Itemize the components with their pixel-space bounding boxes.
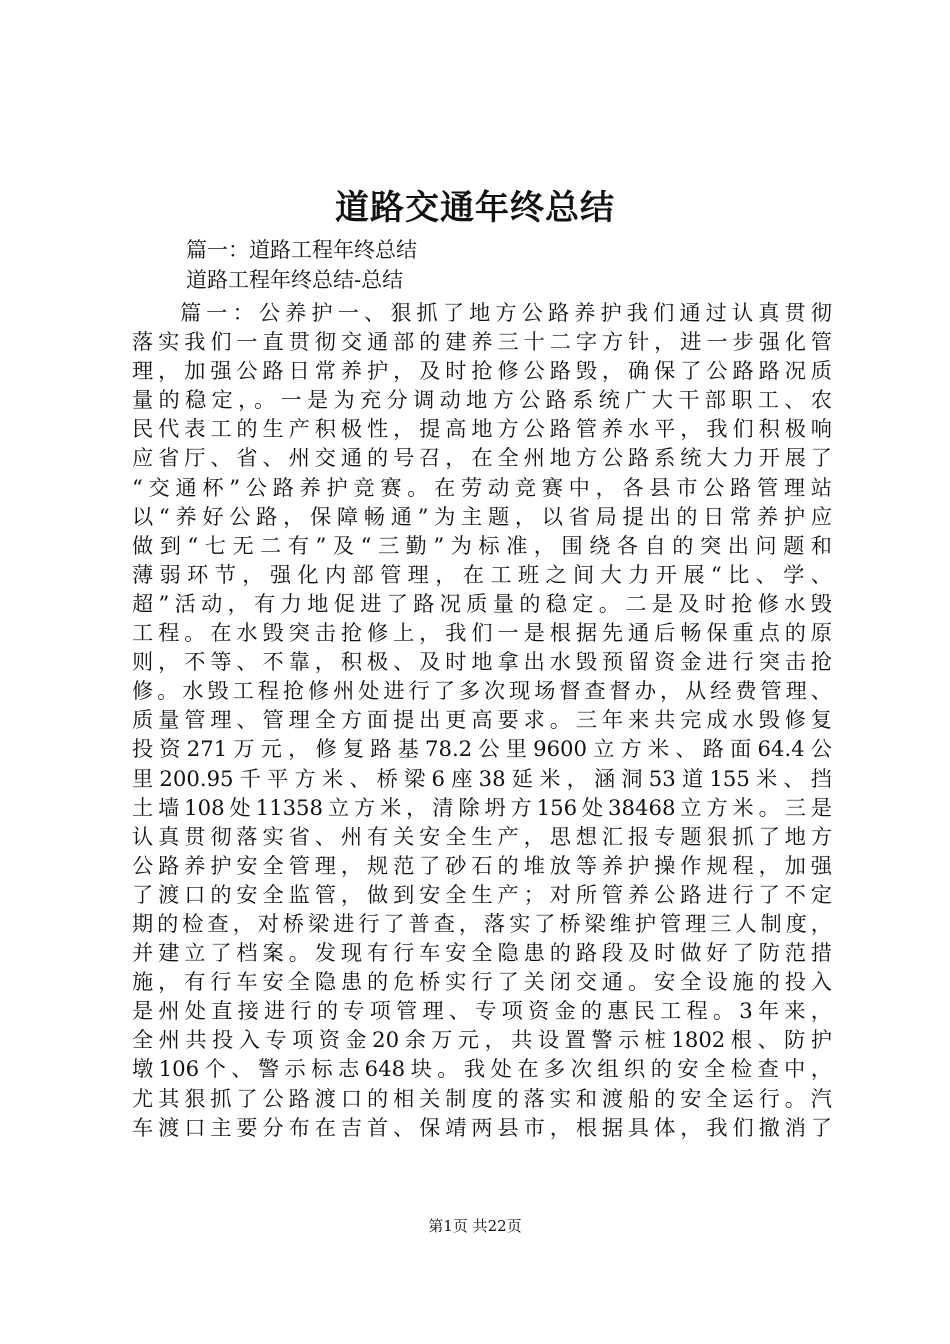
body-line: 篇一：公养护一、狠抓了地方公路养护我们通过认真贯彻 xyxy=(180,300,832,325)
body-line: 并建立了档案。发现有行车安全隐患的路段及时做好了防范措 xyxy=(132,940,832,966)
body-line: 则，不等、不靠，积极、及时地拿出水毁预留资金进行突击抢 xyxy=(132,649,832,675)
page-footer: 第1页 共22页 xyxy=(428,1217,522,1235)
body-line: 投资271万元，修复路基78.2公里9600立方米、路面64.4公 xyxy=(132,736,832,762)
body-line: 是州处直接进行的专项管理、专项资金的惠民工程。3年来， xyxy=(132,998,832,1024)
body-line: 以“养好公路，保障畅通”为主题，以省局提出的日常养护应 xyxy=(132,503,832,529)
body-line: 公路养护安全管理，规范了砂石的堆放等养护操作规程，加强 xyxy=(132,852,832,878)
body-line: 土墙108处11358立方米，清除坍方156处38468立方米。三是 xyxy=(132,794,832,820)
section-heading: 篇一：道路工程年终总结 xyxy=(186,238,417,262)
section-subheading: 道路工程年终总结-总结 xyxy=(186,268,404,292)
body-line: 里200.95千平方米、桥梁6座38延米，涵洞53道155米、挡 xyxy=(132,765,832,791)
body-line: 修。水毁工程抢修州处进行了多次现场督查督办，从经费管理、 xyxy=(132,678,832,704)
body-line: 理，加强公路日常养护，及时抢修公路毁，确保了公路路况质 xyxy=(132,358,832,384)
body-line: 做到“七无二有”及“三勤”为标准，围绕各自的突出问题和 xyxy=(132,532,832,558)
body-line: 应省厅、省、州交通的号召，在全州地方公路系统大力开展了 xyxy=(132,445,832,471)
body-line: 期的检查，对桥梁进行了普查，落实了桥梁维护管理三人制度， xyxy=(132,910,832,936)
body-line: 量的稳定，。一是为充分调动地方公路系统广大干部职工、农 xyxy=(132,387,832,413)
body-line: 尤其狠抓了公路渡口的相关制度的落实和渡船的安全运行。汽 xyxy=(132,1085,832,1111)
body-line: 全州共投入专项资金20余万元，共设置警示桩1802根、防护 xyxy=(132,1027,832,1053)
body-line: 工程。在水毁突击抢修上，我们一是根据先通后畅保重点的原 xyxy=(132,620,832,646)
body-paragraph xyxy=(132,298,832,1142)
body-line: 质量管理、管理全方面提出更高要求。三年来共完成水毁修复 xyxy=(132,707,832,733)
document-title: 道路交通年终总结 xyxy=(335,188,615,228)
body-line: 落实我们一直贯彻交通部的建养三十二字方针，进一步强化管 xyxy=(132,329,832,355)
body-line: 薄弱环节，强化内部管理，在工班之间大力开展“比、学、 xyxy=(132,561,832,587)
body-line: 民代表工的生产积极性，提高地方公路管养水平，我们积极响 xyxy=(132,416,832,442)
body-line: 超”活动，有力地促进了路况质量的稳定。二是及时抢修水毁 xyxy=(132,590,832,616)
body-line: 墩106个、警示标志648块。我处在多次组织的安全检查中， xyxy=(132,1056,832,1082)
body-line: 施，有行车安全隐患的危桥实行了关闭交通。安全设施的投入 xyxy=(132,969,832,995)
body-line: 车渡口主要分布在吉首、保靖两县市，根据具体，我们撤消了 xyxy=(132,1114,832,1140)
body-line: 认真贯彻落实省、州有关安全生产，思想汇报专题狠抓了地方 xyxy=(132,823,832,849)
body-line: “交通杯”公路养护竞赛。在劳动竞赛中，各县市公路管理站 xyxy=(132,474,832,500)
body-line: 了渡口的安全监管，做到安全生产；对所管养公路进行了不定 xyxy=(132,881,832,907)
